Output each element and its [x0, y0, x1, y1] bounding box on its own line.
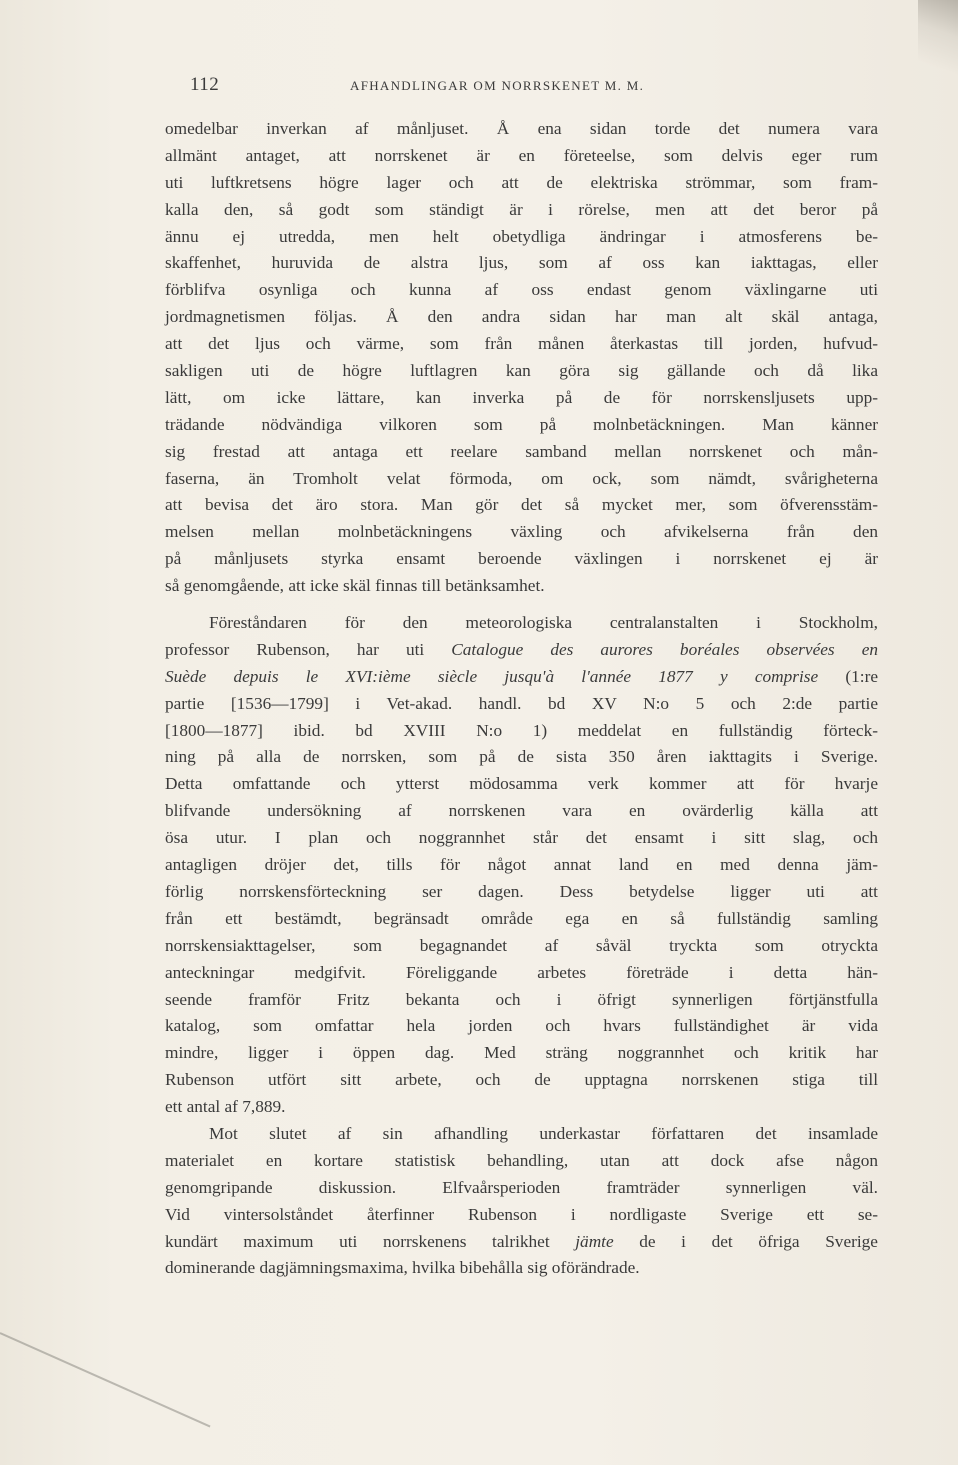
text-line: lätt, om icke lättare, kan inverka på de för norrskensljusets upp- [165, 387, 878, 407]
text-line: uti luftkretsens högre lager och att de elektriska strömmar, som fram- [165, 172, 878, 192]
scan-scratch-mark [0, 1332, 211, 1427]
text-line: katalog, som omfattar hela jorden och hvars fullständighet är vida [165, 1016, 878, 1036]
text-line: norrskensiakttagelser, som begagnandet af såväl tryckta som otryckta [165, 935, 878, 955]
text-line: anteckningar medgifvit. Föreliggande arbetes företräde i detta hän- [165, 962, 878, 982]
text-line: skaffenhet, huruvida de alstra ljus, som af oss kan iakttagas, eller [165, 253, 878, 273]
text-line: Suède depuis le XVI:ième siècle jusqu'à l'année 1877 y comprise (1:re [165, 666, 878, 686]
running-title: AFHANDLINGAR OM NORRSKENET M. M. [350, 78, 645, 93]
text-line: materialet en kortare statistisk behandling, utan att dock afse någon [165, 1150, 878, 1170]
page-corner-shadow [918, 0, 958, 80]
text-line: trädande nödvändiga vilkoren som på molnbetäckningen. Man känner [165, 414, 878, 434]
italic-title: Catalogue des aurores boréales observées en [451, 639, 878, 659]
text-line: sakligen uti de högre luftlagren kan göra sig gällande och då lika [165, 361, 878, 381]
text-line: ösa utur. I plan och noggrannhet står det ensamt i sitt slag, och [165, 828, 878, 848]
text-line: förblifva osynliga och kunna af oss endast genom växlingarne uti [165, 280, 878, 300]
text-line: jordmagnetismen följas. Å den andra sidan har man alt skäl antaga, [165, 307, 878, 327]
text-line: professor Rubenson, har uti Catalogue des aurores boréales observées en [165, 639, 878, 659]
text-line: omedelbar inverkan af månljuset. Å ena sidan torde det numera vara [165, 119, 878, 138]
text-line: så genomgående, att icke skäl finnas till betänksamhet. [165, 576, 545, 596]
text-line: [1800—1877] ibid. bd XVIII N:o 1) meddelat en fullständig förteck- [165, 720, 878, 740]
body-text [165, 116, 878, 1282]
page-header [190, 74, 710, 100]
text-line: ning på alla de norrsken, som på de sista 350 åren iakttagits i Sverige. [165, 747, 878, 767]
paragraph [165, 116, 878, 600]
text-line: förlig norrskensförteckning ser dagen. Dess betydelse ligger uti att [165, 881, 878, 901]
text-line: på månljusets styrka ensamt beroende växlingen i norrskenet ej är [165, 549, 878, 569]
page-number: 112 [190, 74, 220, 95]
text-line: dominerande dagjämningsmaxima, hvilka bibehålla sig oförändrade. [165, 1258, 640, 1278]
text-line: sig frestad att antaga ett reelare samband mellan norrskenet och mån- [165, 441, 878, 461]
text-line: att det ljus och värme, som från månen återkastas till jorden, hufvud- [165, 334, 878, 354]
text-line: Rubenson utfört sitt arbete, och de upptagna norrskenen stiga till [165, 1070, 878, 1090]
text-line: partie [1536—1799] i Vet-akad. handl. bd XV N:o 5 och 2:de partie [165, 693, 878, 713]
text-line: ett antal af 7,889. [165, 1097, 286, 1117]
text-line: antagligen dröjer det, tills för något annat land en med denna jäm- [165, 855, 878, 875]
text-line: faserna, än Tromholt velat förmoda, om ock, som nämdt, svårigheterna [165, 468, 878, 488]
text-line: seende framför Fritz bekanta och i öfrigt synnerligen förtjänstfulla [165, 989, 878, 1009]
text-line: allmänt antaget, att norrskenet är en företeelse, som delvis eger rum [165, 145, 878, 165]
text-line: från ett bestämdt, begränsadt område ega en så fullständig samling [165, 908, 878, 928]
text-line: mindre, ligger i öppen dag. Med sträng noggrannhet och kritik har [165, 1043, 878, 1063]
text-line: blifvande undersökning af norrskenen vara en ovärderlig källa att [165, 801, 878, 821]
paragraph [165, 610, 878, 1121]
text-line: ännu ej utredda, men helt obetydliga ändringar i atmosferens be- [165, 226, 878, 246]
italic-title: jämte [575, 1231, 614, 1251]
text-line: kundärt maximum uti norrskenens talrikhet jämte de i det öfriga Sverige [165, 1231, 878, 1251]
text-line: Mot slutet af sin afhandling underkastar författaren det insamlade [209, 1123, 878, 1143]
text-line: att bevisa det äro stora. Man gör det så mycket mer, som öfverensstäm- [165, 495, 878, 515]
text-line: melsen mellan molnbetäckningens växling och afvikelserna från den [165, 522, 878, 542]
text-line: Föreståndaren för den meteorologiska centralanstalten i Stockholm, [209, 613, 878, 633]
text-line: genomgripande diskussion. Elfvaårsperioden framträder synnerligen väl. [165, 1177, 878, 1197]
paragraph-gap [165, 600, 878, 610]
text-line: Detta omfattande och ytterst mödosamma verk kommer att för hvarje [165, 774, 878, 794]
paragraph [165, 1121, 878, 1282]
italic-title: Suède depuis le XVI:ième siècle jusqu'à l'année 1877 y comprise [165, 666, 819, 686]
text-line: kalla den, så godt som ständigt är i rörelse, men att det beror på [165, 199, 878, 219]
text-line: Vid vintersolståndet återfinner Rubenson i nordligaste Sverige ett se- [165, 1204, 878, 1224]
